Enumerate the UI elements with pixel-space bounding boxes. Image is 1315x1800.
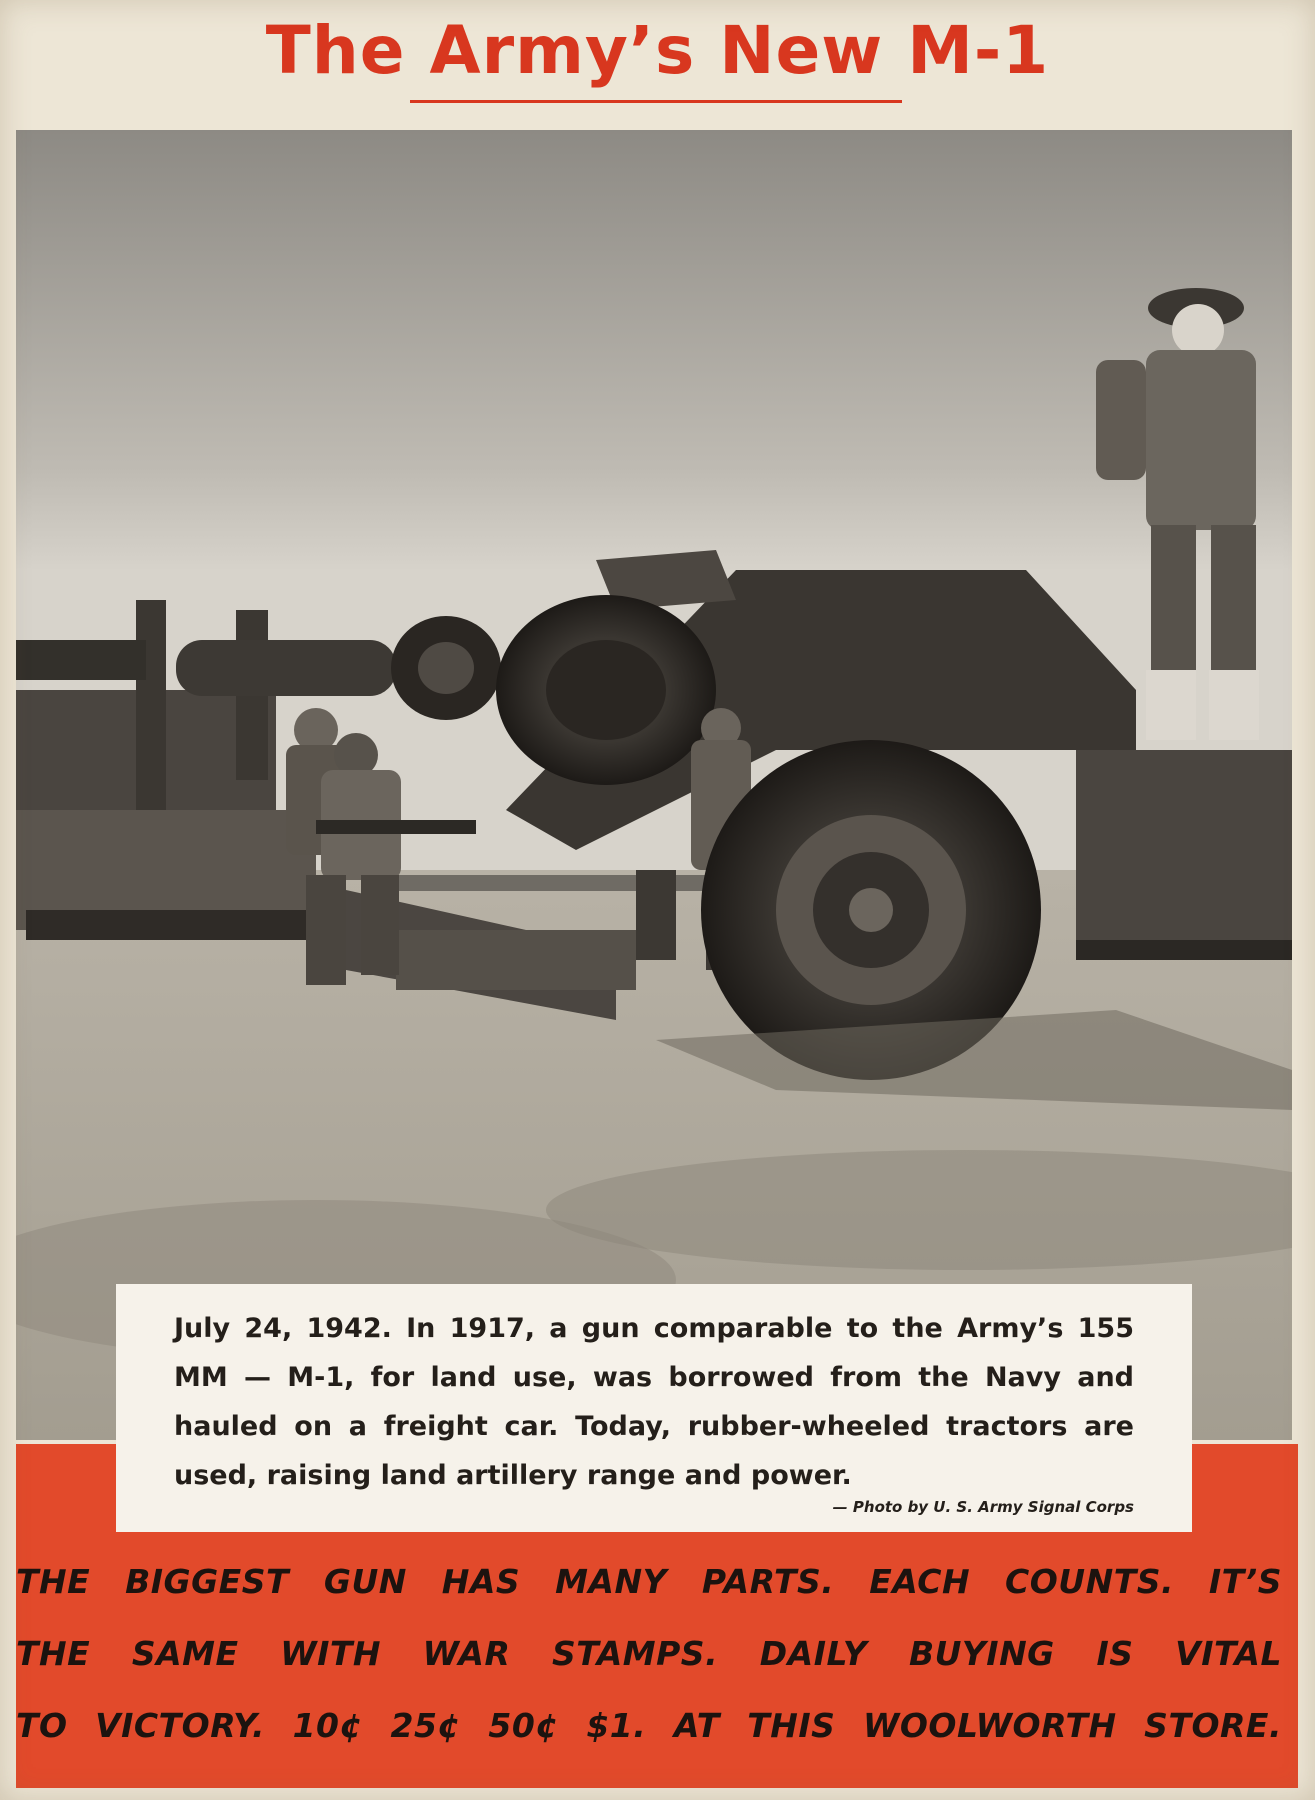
slogan-line: TO VICTORY. 10¢ 25¢ 50¢ $1. AT THIS WOOLWORTH STORE. xyxy=(16,1706,1282,1745)
caption-text: July 24, 1942. In 1917, a gun comparable to the Army’s 155 MM — M-1, for land use, was borrowed from the Navy and hauled on a freight car. Today, rubber-wheeled tractors are used, raising land artillery range and power. xyxy=(174,1313,1134,1491)
slogan-line: THE SAME WITH WAR STAMPS. DAILY BUYING IS VITAL xyxy=(16,1634,1282,1673)
slogan xyxy=(16,1546,1288,1762)
slogan-line: THE BIGGEST GUN HAS MANY PARTS. EACH COUNTS. IT’S xyxy=(16,1562,1282,1601)
poster-title: The Army’s New M-1 xyxy=(265,12,1050,89)
photo-credit: — Photo by U. S. Army Signal Corps xyxy=(832,1498,1134,1516)
title-underline xyxy=(410,100,902,103)
caption-box xyxy=(116,1284,1192,1532)
artillery-photo xyxy=(16,130,1292,1440)
artillery-photo-illustration xyxy=(16,130,1292,1440)
